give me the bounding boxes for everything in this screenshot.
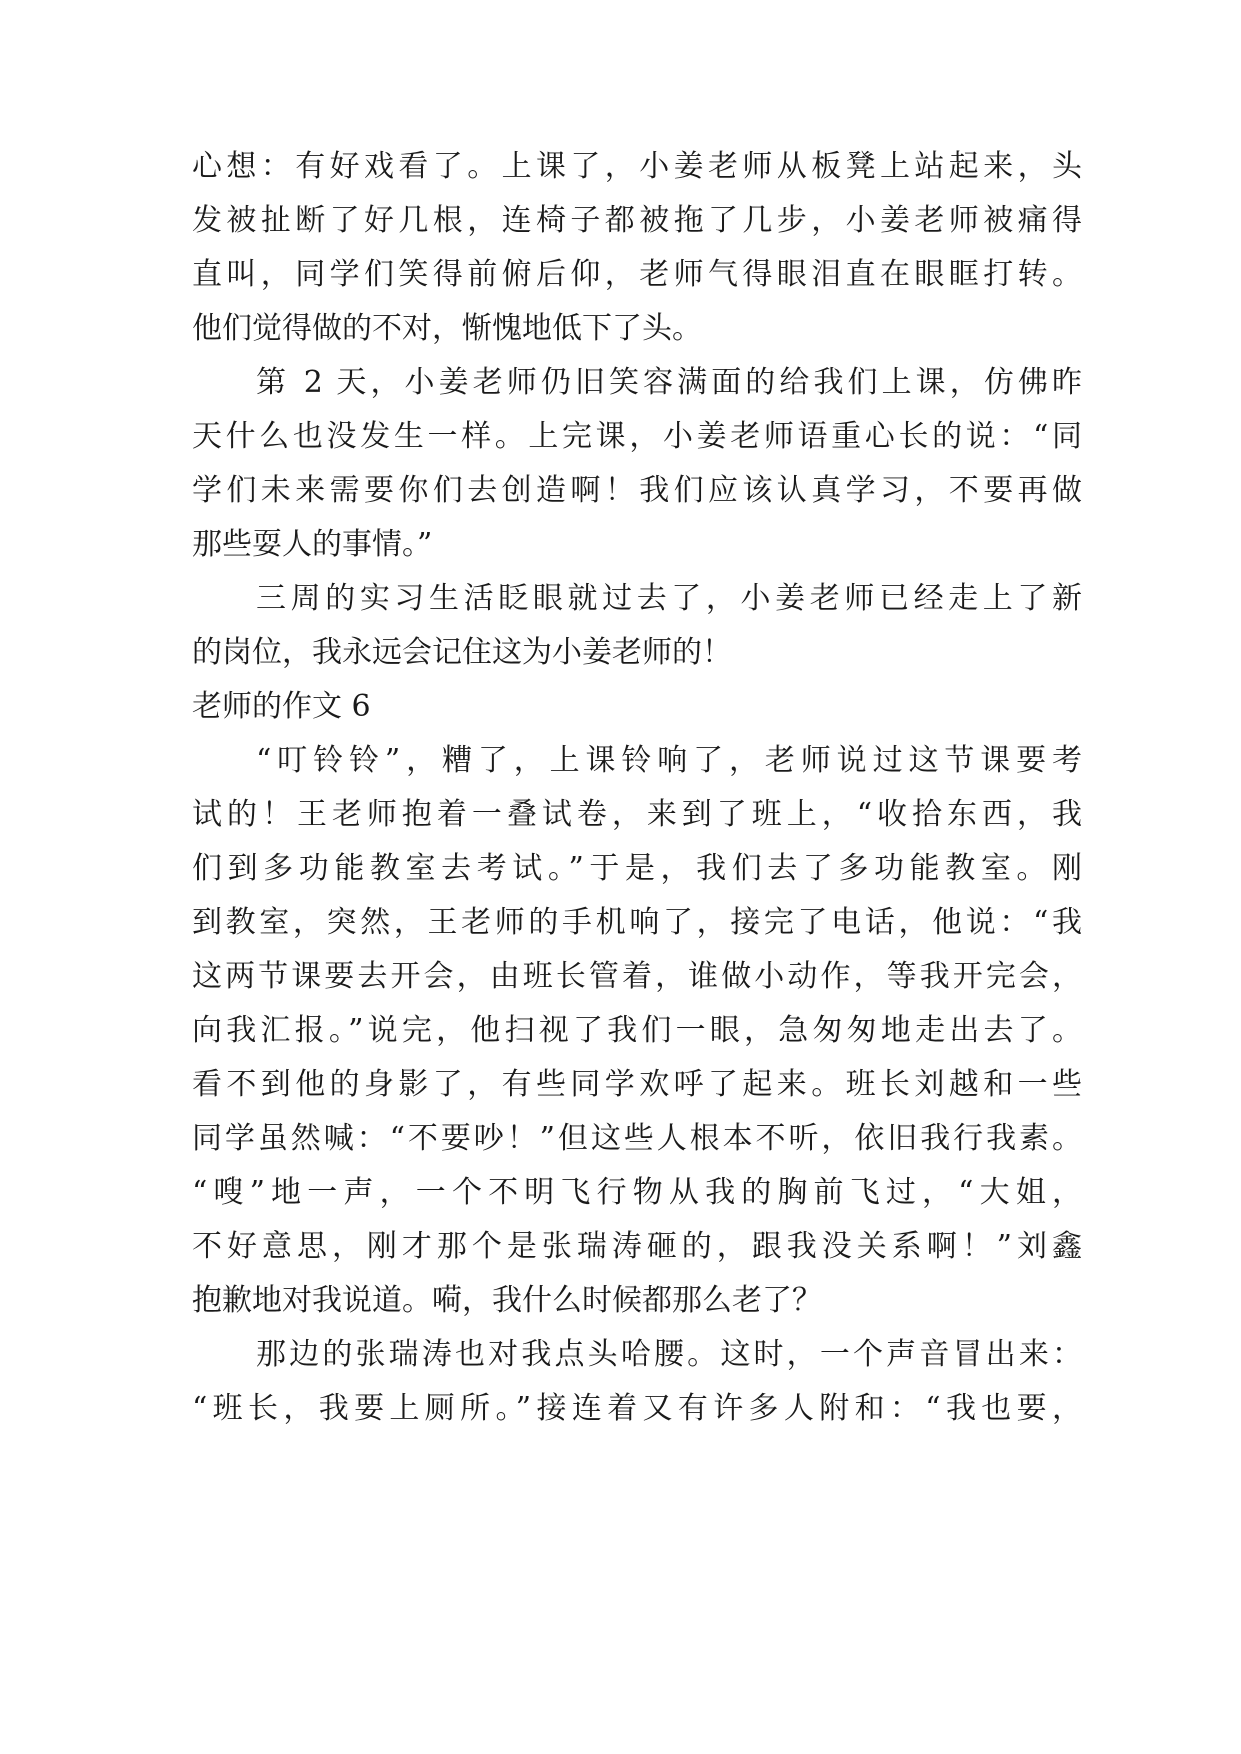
text-line: 天什么也没发生一样。上完课，小姜老师语重心长的说：“同 (192, 419, 1082, 454)
text-line: 到教室，突然，王老师的手机响了，接完了电话，他说：“我 (192, 905, 1082, 940)
text-line: 直叫，同学们笑得前俯后仰，老师气得眼泪直在眼眶打转。 (192, 257, 1082, 292)
text-line: 们到多功能教室去考试。”于是，我们去了多功能教室。刚 (192, 851, 1082, 886)
text-line: 他们觉得做的不对，惭愧地低下了头。 (192, 311, 702, 346)
text-line: 那些耍人的事情。” (192, 527, 433, 562)
text-line: 试的！王老师抱着一叠试卷，来到了班上，“收拾东西，我 (192, 797, 1082, 832)
text-line: 看不到他的身影了，有些同学欢呼了起来。班长刘越和一些 (192, 1067, 1082, 1102)
text-line: 发被扯断了好几根，连椅子都被拖了几步，小姜老师被痛得 (192, 203, 1082, 238)
text-line: 心想：有好戏看了。上课了，小姜老师从板凳上站起来，头 (192, 149, 1082, 184)
text-line: 同学虽然喊：“不要吵！”但这些人根本不听，依旧我行我素。 (192, 1121, 1082, 1156)
text-line: “班长，我要上厕所。”接连着又有许多人附和：“我也要， (192, 1391, 1082, 1426)
text-line: 抱歉地对我说道。嗬，我什么时候都那么老了？ (192, 1283, 822, 1318)
paragraph-first-line: 那边的张瑞涛也对我点头哈腰。这时，一个声音冒出来： (256, 1337, 1082, 1372)
text-line: “嗖”地一声，一个不明飞行物从我的胸前飞过，“大姐， (192, 1175, 1082, 1210)
text-line: 不好意思，刚才那个是张瑞涛砸的，跟我没关系啊！”刘鑫 (192, 1229, 1082, 1264)
section-heading: 老师的作文 6 (192, 689, 371, 724)
paragraph-first-line: 三周的实习生活眨眼就过去了，小姜老师已经走上了新 (256, 581, 1082, 616)
text-line: 向我汇报。”说完，他扫视了我们一眼，急匆匆地走出去了。 (192, 1013, 1082, 1048)
paragraph-first-line: “叮铃铃”，糟了，上课铃响了，老师说过这节课要考 (256, 743, 1082, 778)
paragraph-first-line: 第 2 天，小姜老师仍旧笑容满面的给我们上课，仿佛昨 (256, 365, 1082, 400)
text-line: 的岗位，我永远会记住这为小姜老师的！ (192, 635, 732, 670)
text-line: 学们未来需要你们去创造啊！我们应该认真学习，不要再做 (192, 473, 1082, 508)
text-line: 这两节课要去开会，由班长管着，谁做小动作，等我开完会， (192, 959, 1082, 994)
